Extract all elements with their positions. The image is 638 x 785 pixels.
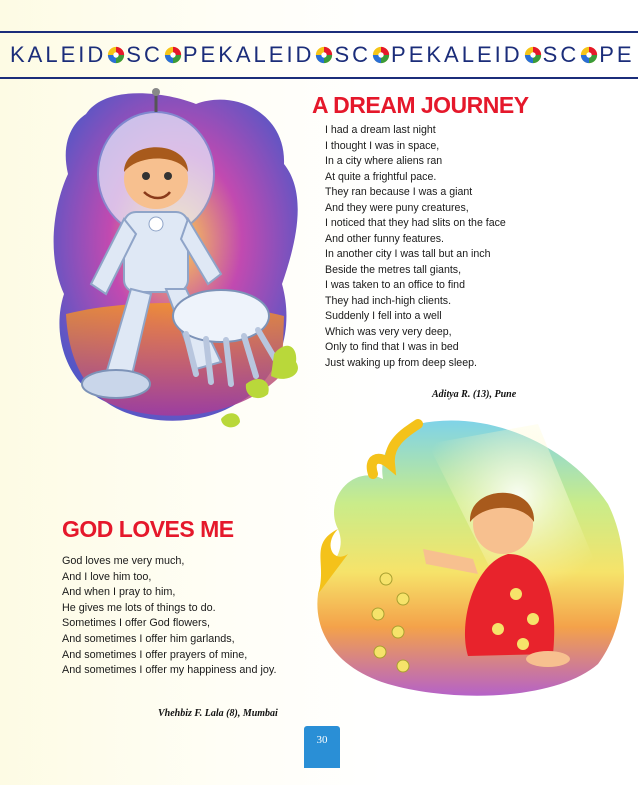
poem-line: I was taken to an office to find xyxy=(325,279,465,291)
poem-byline: Aditya R. (13), Pune xyxy=(432,389,517,400)
poem-line: And when I pray to him, xyxy=(62,586,176,599)
masthead xyxy=(0,31,638,79)
poem-line: And they were puny creatures, xyxy=(325,201,469,214)
poem-line: I noticed that they had slits on the face xyxy=(325,217,506,229)
poem-line: Only to find that I was in bed xyxy=(325,341,459,353)
poem-line: I thought I was in space, xyxy=(325,139,440,152)
masthead-word: KALEID SC PE xyxy=(218,42,427,67)
poem-line: Which was very very deep, xyxy=(325,325,452,338)
poem-title: GOD LOVES ME xyxy=(62,516,234,542)
poem-line: And sometimes I offer prayers of mine, xyxy=(62,648,248,661)
poem-line: I had a dream last night xyxy=(325,124,436,136)
poem-line: He gives me lots of things to do. xyxy=(62,601,216,614)
poem-line: And I love him too, xyxy=(62,570,152,583)
poem-line: In another city I was tall but an inch xyxy=(325,248,491,260)
praying-child-illustration xyxy=(308,404,630,700)
poem-line: Suddenly I fell into a well xyxy=(325,310,442,322)
astronaut-illustration xyxy=(46,84,310,436)
poem-title: A DREAM JOURNEY xyxy=(312,92,529,118)
poem-verse xyxy=(325,123,506,371)
masthead-word: KALEID SC PE xyxy=(10,42,219,67)
poem-line: And sometimes I offer him garlands, xyxy=(62,632,235,645)
poem-byline: Vhehbiz F. Lala (8), Mumbai xyxy=(158,708,278,719)
pinwheel-icon xyxy=(107,46,125,64)
poem-line: Beside the metres tall giants, xyxy=(325,263,462,276)
masthead-word: KALEID SC PE xyxy=(426,42,635,67)
poem-line: Sometimes I offer God flowers, xyxy=(62,617,211,630)
pinwheel-icon xyxy=(315,46,333,64)
poem-line: And other funny features. xyxy=(325,232,444,245)
pinwheel-icon xyxy=(524,46,542,64)
poem-line: Just waking up from deep sleep. xyxy=(325,356,477,369)
pinwheel-icon xyxy=(372,46,390,64)
poem-line: At quite a frightful pace. xyxy=(325,170,437,183)
pinwheel-icon xyxy=(164,46,182,64)
poem-verse xyxy=(62,554,276,679)
page-number: 30 xyxy=(304,726,340,768)
poem-line: They had inch-high clients. xyxy=(325,294,452,307)
pinwheel-icon xyxy=(580,46,598,64)
poem-line: They ran because I was a giant xyxy=(325,186,473,198)
poem-line: God loves me very much, xyxy=(62,555,185,567)
poem-line: In a city where aliens ran xyxy=(325,155,443,167)
poem-line: And sometimes I offer my happiness and joy. xyxy=(62,664,277,677)
